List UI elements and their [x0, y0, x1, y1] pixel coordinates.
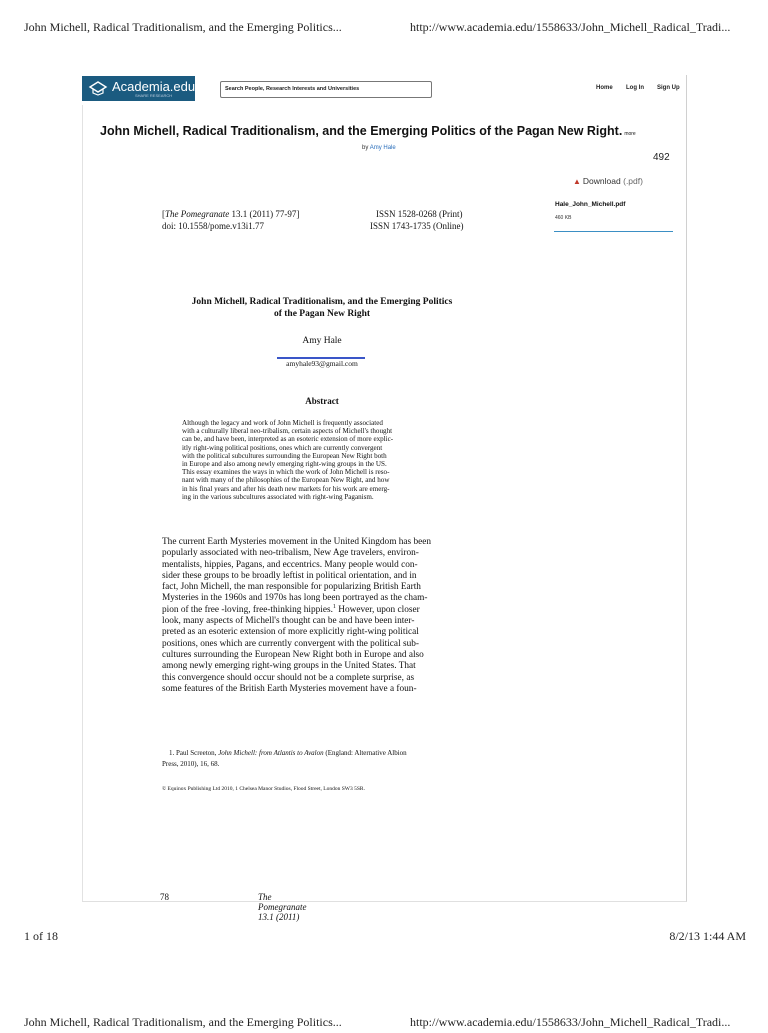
next-page-header	[24, 1015, 746, 1033]
text-line: nant with many of the philosophies of the European New Right, and how	[182, 476, 390, 485]
text-line: Mysteries in the 1960s and 1970s has long been portrayed as the cham-	[162, 593, 428, 604]
brand-name: Academia.edu	[112, 79, 196, 94]
print-footer	[24, 929, 746, 945]
text-line: popularly associated with neo-tribalism, New Age travelers, environ-	[162, 548, 419, 559]
download-ext: (.pdf)	[623, 176, 643, 186]
next-header-url: http://www.academia.edu/1558633/John_Michell_Radical_Tradi...	[410, 1015, 731, 1029]
academia-logo-icon	[88, 80, 108, 96]
search-input[interactable]: Search People, Research Interests and Universities	[220, 81, 432, 98]
text-line: in his final years and after his death new markets for his work are emerg-	[182, 484, 390, 493]
site-header	[82, 75, 686, 105]
text-line: can be, and have been, interpreted as an esoteric extension of more explic-	[182, 435, 394, 444]
author-link[interactable]: Amy Hale	[369, 145, 396, 151]
print-header-title: John Michell, Radical Traditionalism, and the Emerging Politics...	[24, 20, 342, 34]
more-link[interactable]: more	[624, 131, 636, 137]
copyright-notice: © Equinox Publishing Ltd 2010, 1 Chelsea Manor Studios, Flood Street, London SW3 5SR.	[162, 786, 365, 792]
text-line: cultures surrounding the European New Right both in Europe and also	[162, 649, 424, 660]
text-line: with a culturally liberal neo-tribalism, certain aspects of Michell's thought	[182, 427, 393, 436]
citation-issn-print: ISSN 1528-0268 (Print)	[376, 209, 463, 219]
text-line: in Europe and also among newly emerging right-wing groups in the US.	[182, 460, 387, 469]
download-label: Download	[582, 176, 621, 186]
footnote-rest: (England: Alternative Albion	[323, 749, 407, 757]
paper-title-text: John Michell, Radical Traditionalism, and the Emerging Politics of the Pagan New Right.	[100, 124, 623, 138]
text-line: Although the legacy and work of John Michell is frequently associated	[182, 419, 383, 427]
article-title-line: John Michell, Radical Traditionalism, and the Emerging Politics	[191, 297, 453, 307]
text-line: itly right-wing political positions, ones which are currently convergent	[182, 443, 383, 452]
article-author: Amy Hale	[302, 336, 342, 346]
footnote-marker[interactable]: 1	[332, 603, 336, 610]
citation-doi: doi: 10.1558/pome.v13i1.77	[162, 221, 264, 231]
body-text	[162, 537, 482, 695]
nav-signup-link[interactable]: Sign Up	[657, 85, 680, 91]
page-number: 78	[160, 892, 169, 902]
footnote-line	[162, 748, 482, 759]
next-header-title: John Michell, Radical Traditionalism, and the Emerging Politics...	[24, 1015, 342, 1029]
file-divider	[554, 231, 673, 232]
citation-issue: 13.1 (2011) 77-97]	[229, 209, 300, 219]
text-line: mentalists, hippies, Pagans, and eccentrics. Many people would con-	[162, 559, 418, 570]
text-line: preted as an esoteric extension of more explicitly right-wing political	[162, 627, 419, 638]
body-line-text: However, upon closer	[335, 604, 420, 615]
print-header-url: http://www.academia.edu/1558633/John_Michell_Radical_Tradi...	[410, 20, 731, 34]
print-header	[24, 20, 746, 38]
abstract-text	[182, 419, 467, 501]
author-email[interactable]: amyhale93@gmail.com	[286, 359, 358, 368]
print-datetime: 8/2/13 1:44 AM	[669, 929, 746, 943]
body-line-text: pion of the free -loving, free-thinking hippies.	[162, 604, 333, 615]
view-count: 492	[653, 152, 670, 163]
frame-border	[82, 105, 83, 901]
footnote-line: Press, 2010), 16, 68.	[162, 759, 220, 768]
pdf-icon: ▲	[573, 177, 581, 186]
text-line: with the political subcultures surrounding the European New Right both	[182, 451, 387, 460]
text-line: sider these groups to be broadly leftist in political orientation, and in	[162, 570, 417, 581]
citation-issn-online: ISSN 1743-1735 (Online)	[370, 221, 464, 231]
paper-title	[100, 124, 680, 138]
by-label: by	[362, 145, 369, 151]
article-title-line: of the Pagan New Right	[273, 309, 371, 319]
text-line: ing in the various subcultures associated with right-wing Paganism.	[182, 492, 374, 501]
citation-journal-name: The Pomegranate	[165, 209, 230, 219]
nav-home-link[interactable]: Home	[596, 85, 613, 91]
brand-tagline: SHARE RESEARCH	[135, 93, 173, 98]
text-line: look, many aspects of Michell's thought can be and have been inter-	[162, 616, 415, 627]
page-journal-name: The Pomegranate 13.1 (2011)	[258, 892, 307, 922]
text-line: among newly emerging right-wing groups in the United States. That	[162, 661, 416, 672]
file-size: 460 KB	[555, 215, 572, 221]
body-paragraph-part	[162, 616, 482, 695]
nav-login-link[interactable]: Log In	[626, 85, 644, 91]
page-running-foot	[258, 892, 307, 922]
footnote-title: John Michell: from Atlantis to Avalon	[218, 749, 324, 757]
footnote-number: 1. Paul Screeton,	[169, 749, 219, 757]
byline	[362, 145, 396, 151]
abstract-heading: Abstract	[305, 396, 339, 406]
body-line	[162, 605, 482, 616]
print-page-count: 1 of 18	[24, 929, 58, 943]
text-line: positions, ones which are currently convergent with the political sub-	[162, 638, 419, 649]
text-line: This essay examines the ways in which the work of John Michell is reso-	[182, 468, 390, 477]
text-line: fact, John Michell, the man responsible for popularizing British Earth	[162, 582, 421, 593]
body-paragraph-part	[162, 537, 482, 605]
text-line: this convergence should occur should not be a complete surprise, as	[162, 672, 415, 683]
download-button[interactable]	[573, 176, 643, 186]
site-logo[interactable]	[82, 76, 195, 101]
text-line: some features of the British Earth Mysteries movement have a foun-	[162, 683, 417, 694]
file-name[interactable]: Hale_John_Michell.pdf	[555, 201, 626, 208]
page-frame	[82, 75, 687, 922]
citation-journal: [The Pomegranate 13.1 (2011) 77-97]	[162, 209, 300, 219]
footnote	[162, 748, 482, 769]
text-line: The current Earth Mysteries movement in the United Kingdom has been	[162, 537, 432, 547]
article-title	[162, 296, 482, 320]
